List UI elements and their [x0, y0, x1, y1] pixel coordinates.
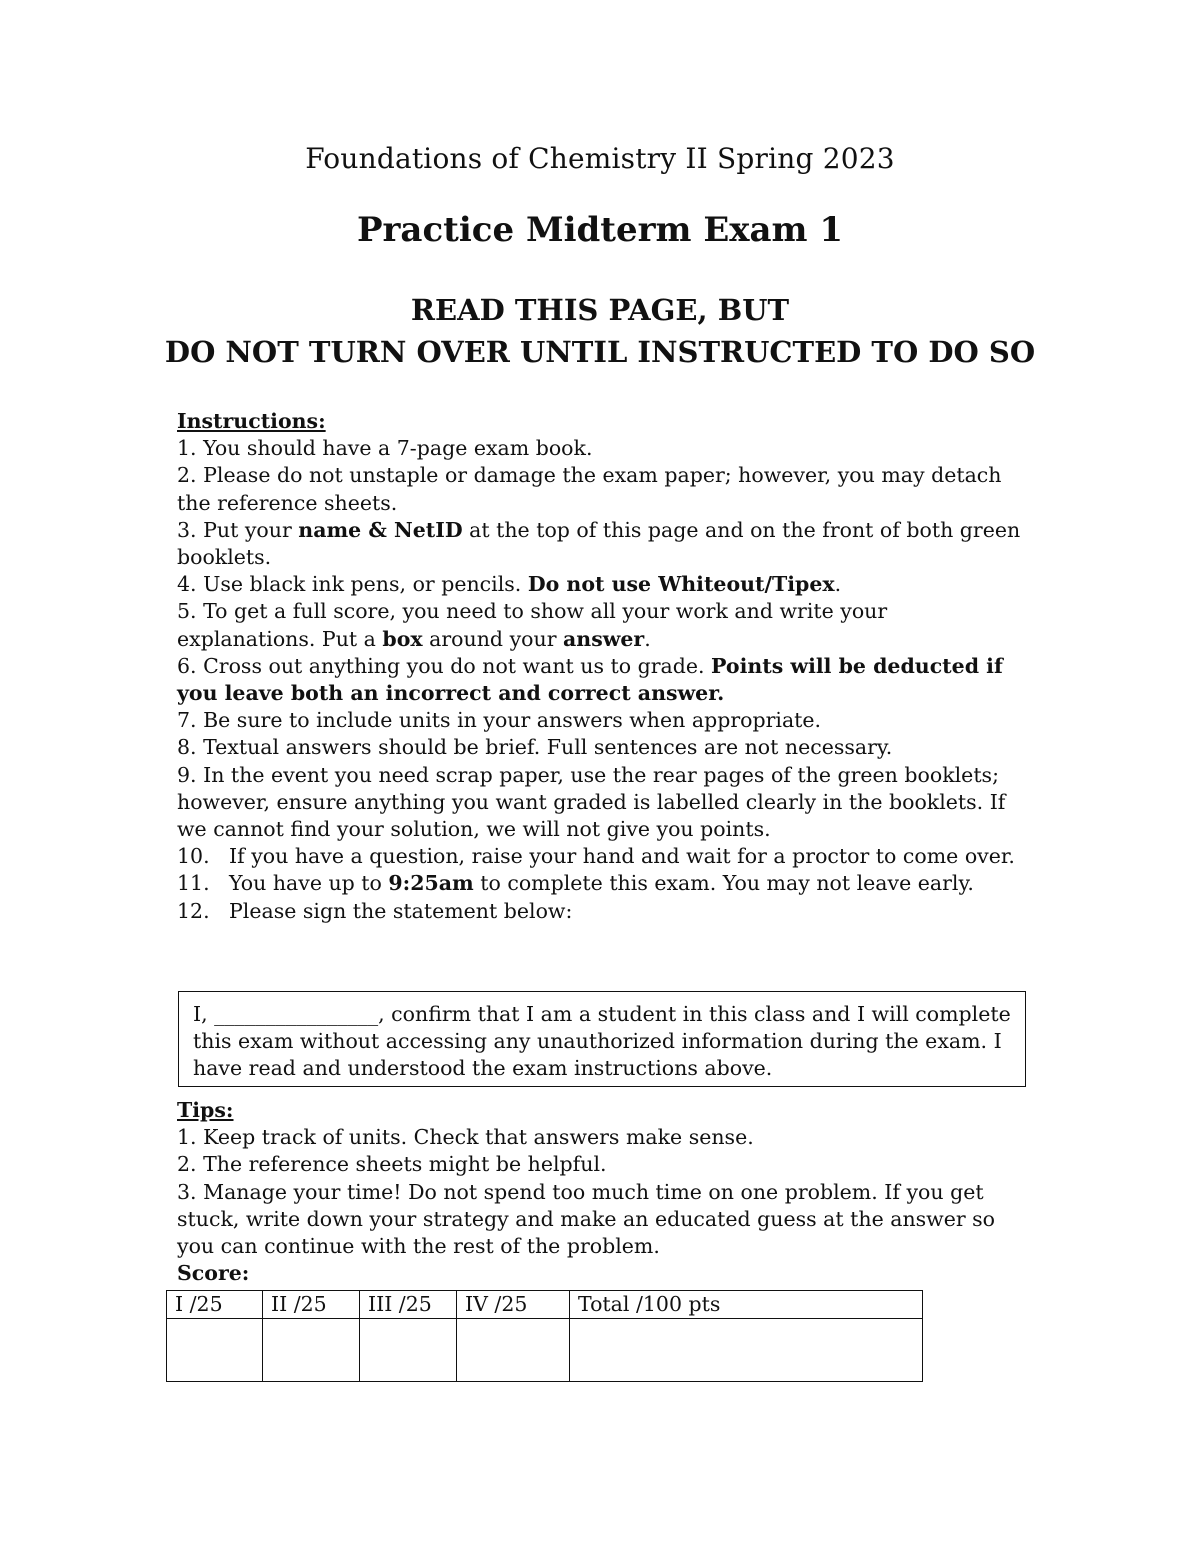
tip-text: The reference sheets might be helpful.: [203, 1152, 607, 1177]
instruction-text: Use black ink pens, or pencils.: [203, 572, 528, 597]
instruction-text: at the top of this page and on the front of both green booklets.: [177, 517, 1021, 570]
instruction-emphasis: box: [382, 626, 423, 651]
instruction-emphasis: 9:25am: [388, 871, 474, 896]
score-col-3: III /25: [360, 1291, 457, 1319]
tip-num: 3.: [177, 1179, 197, 1204]
tips-section: [177, 1097, 1037, 1287]
instruction-num: 11.: [177, 871, 210, 896]
instruction-num: 9.: [177, 762, 197, 787]
warning-line-2: DO NOT TURN OVER UNTIL INSTRUCTED TO DO SO: [164, 335, 1036, 369]
instruction-item-10: [177, 843, 1027, 870]
tip-num: 2.: [177, 1152, 197, 1177]
tip-num: 1.: [177, 1125, 197, 1150]
instruction-item-3: [177, 517, 1027, 571]
instruction-num: 1.: [177, 436, 197, 461]
tip-item-3: [177, 1179, 1037, 1261]
honor-statement-box: [178, 991, 1026, 1087]
instruction-item-9: [177, 762, 1027, 844]
instructions-heading: Instructions:: [177, 409, 326, 433]
instruction-item-4: [177, 571, 1027, 598]
instruction-text: To get a full score, you need to show all your work and write your explanations. Put a: [177, 599, 888, 651]
instruction-emphasis: Do not use Whiteout/Tipex: [527, 572, 835, 597]
statement-prefix: I,: [193, 1002, 215, 1026]
course-title: Foundations of Chemistry II Spring 2023: [305, 142, 895, 175]
signature-blank[interactable]: ________________: [214, 1002, 379, 1026]
instruction-item-11: [177, 870, 1027, 897]
instruction-item-5: [177, 598, 1027, 652]
tip-item-2: [177, 1151, 1037, 1178]
instruction-text: Be sure to include units in your answers when appropriate.: [203, 708, 822, 733]
instruction-num: 5.: [177, 599, 197, 624]
instructions-section: [177, 408, 1027, 925]
score-cell-2[interactable]: [263, 1319, 360, 1382]
statement-text: , confirm that I am a student in this class and I will complete this exam without accessing any unauthorized information during the exam. I have read and understood the exam instructions above.: [193, 1002, 1011, 1081]
instruction-text: .: [834, 572, 842, 597]
instruction-text: Please sign the statement below:: [229, 898, 573, 923]
instruction-num: 8.: [177, 735, 197, 760]
instruction-num: 6.: [177, 653, 197, 678]
warning-line-1: READ THIS PAGE, BUT: [410, 293, 790, 327]
instruction-num: 3.: [177, 517, 197, 542]
instruction-text: around your: [422, 626, 564, 651]
instruction-text: Textual answers should be brief. Full sentences are not necessary.: [203, 735, 893, 760]
instruction-item-7: [177, 707, 1027, 734]
instruction-text: If you have a question, raise your hand and wait for a proctor to come over.: [229, 844, 1015, 869]
score-col-2: II /25: [263, 1291, 360, 1319]
instruction-emphasis: answer: [563, 626, 645, 651]
instruction-text: You should have a 7-page exam book.: [203, 436, 593, 461]
instruction-text: Put your: [203, 517, 299, 542]
tips-heading: Tips:: [177, 1098, 234, 1122]
exam-title: Practice Midterm Exam 1: [356, 210, 844, 250]
score-cell-1[interactable]: [167, 1319, 263, 1382]
instruction-num: 4.: [177, 572, 197, 597]
score-col-total: Total /100 pts: [570, 1291, 923, 1319]
instruction-text: Cross out anything you do not want us to grade.: [203, 653, 712, 678]
instruction-emphasis: Points will be deducted if you leave both an incorrect and correct answer.: [177, 653, 1003, 706]
instruction-text: .: [644, 626, 651, 651]
tip-item-1: [177, 1124, 1037, 1151]
score-table: [166, 1290, 923, 1382]
score-label: Score:: [177, 1261, 250, 1286]
instruction-item-6: [177, 653, 1027, 707]
instruction-num: 12.: [177, 898, 210, 923]
instruction-text: Please do not unstaple or damage the exam paper; however, you may detach the reference sheets.: [177, 463, 1002, 515]
instruction-num: 2.: [177, 463, 197, 488]
instruction-text: You have up to: [229, 871, 389, 896]
score-cell-3[interactable]: [360, 1319, 457, 1382]
score-col-4: IV /25: [457, 1291, 570, 1319]
instruction-num: 10.: [177, 844, 210, 869]
instruction-text: to complete this exam. You may not leave early.: [473, 871, 974, 896]
instruction-num: 7.: [177, 708, 197, 733]
score-cell-4[interactable]: [457, 1319, 570, 1382]
tip-text: Keep track of units. Check that answers make sense.: [203, 1125, 754, 1150]
score-entry-row: [167, 1319, 923, 1382]
score-cell-total[interactable]: [570, 1319, 923, 1382]
instruction-item-12: [177, 898, 1027, 925]
instruction-item-1: [177, 435, 1027, 462]
tip-text: Manage your time! Do not spend too much time on one problem. If you get stuck, write down your strategy and make an educated guess at the answer so you can continue with the rest of the problem.: [177, 1179, 996, 1259]
instruction-item-8: [177, 734, 1027, 761]
score-col-1: I /25: [167, 1291, 263, 1319]
instruction-text: In the event you need scrap paper, use the rear pages of the green booklets; however, ensure anything you want graded is labelled clearly in the booklets. If we cannot find your solution, we will not give you points.: [177, 762, 1006, 842]
instruction-item-2: [177, 462, 1027, 516]
score-header-row: [167, 1291, 923, 1319]
instruction-emphasis: name & NetID: [298, 517, 463, 542]
